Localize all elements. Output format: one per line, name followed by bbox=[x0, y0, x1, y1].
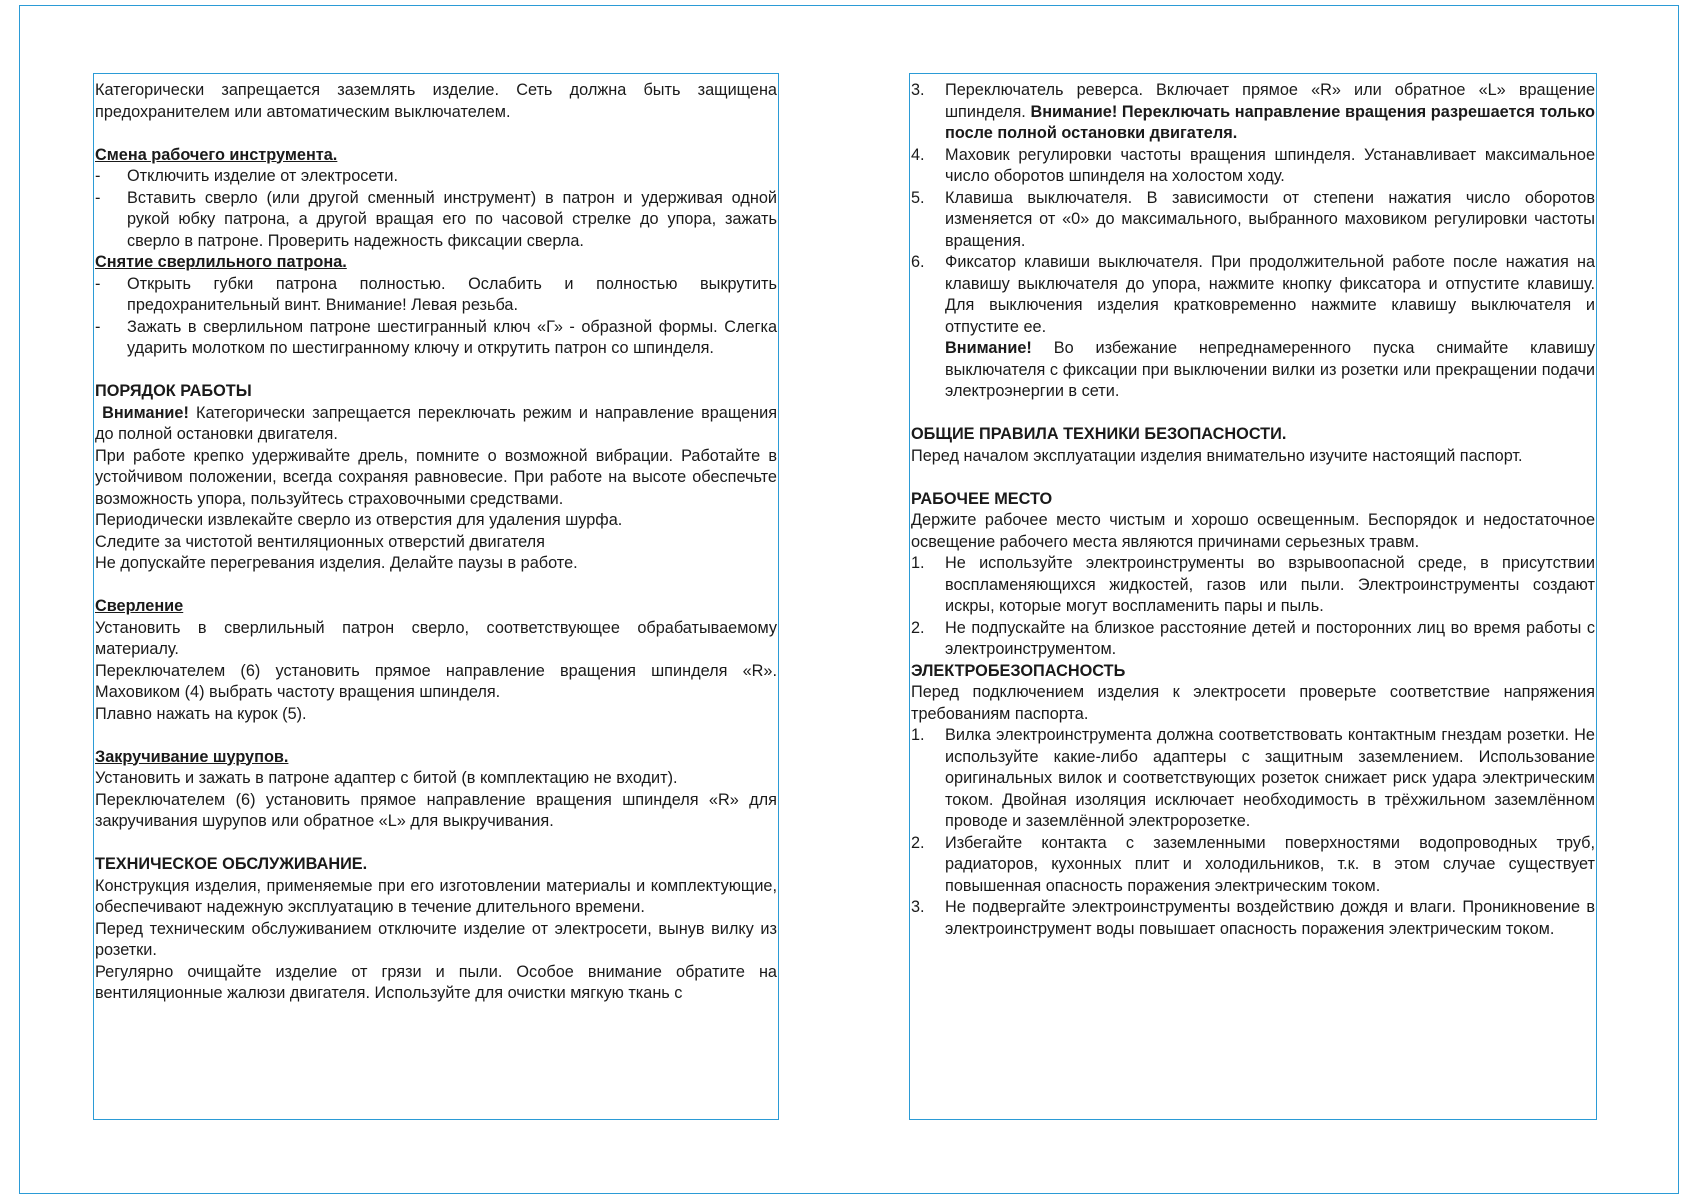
paragraph: Периодически извлекайте сверло из отверстия для удаления шурфа. bbox=[95, 511, 623, 529]
intro-paragraph: Категорически запрещается заземлять изделие. Сеть должна быть защищена предохранителем или автоматическим выключателем. bbox=[95, 81, 777, 121]
list-item: 2. Не подпускайте на близкое расстояние детей и посторонних лиц во время работы с электроинструментом. bbox=[911, 618, 1595, 658]
right-column bbox=[909, 73, 1597, 1120]
paragraph: Перед началом эксплуатации изделия внимательно изучите настоящий паспорт. bbox=[911, 446, 1523, 465]
paragraph: Конструкция изделия, применяемые при его изготовлении материалы и комплектующие, обеспечивают надежную эксплуатацию в течение длительного времени. bbox=[95, 876, 777, 916]
paragraph: Установить в сверлильный патрон сверло, соответствующее обрабатываемому материалу. bbox=[95, 618, 777, 658]
list-item: 2. Избегайте контакта с заземленными поверхностями водопроводных труб, радиаторов, кухонных плит и холодильников, т.к. в этом случае существует повышенная опасность поражения электрическим током. bbox=[911, 833, 1595, 895]
chuck-removal-heading: Снятие сверлильного патрона. bbox=[95, 253, 347, 271]
paragraph: Плавно нажать на курок (5). bbox=[95, 704, 307, 723]
warning-text: Категорически запрещается переключать режим и направление вращения до полной остановки двигателя. bbox=[95, 403, 778, 443]
paragraph: Держите рабочее место чистым и хорошо освещенным. Беспорядок и недостаточное освещение рабочего места являются причинами серьезных травм. bbox=[911, 511, 1595, 551]
control-item: 5. Клавиша выключателя. В зависимости от степени нажатия число оборотов изменяется от «0» до максимального, выбранного маховиком регулировки частоты вращения. bbox=[911, 188, 1595, 250]
list-item: - Вставить сверло (или другой сменный инструмент) в патрон и удерживая одной рукой юбку патрона, а другой вращая его по часовой стрелке до упора, зажать сверло в патроне. Проверить надежность фиксации сверла. bbox=[95, 188, 777, 253]
left-column bbox=[93, 73, 779, 1120]
warning-label: Внимание! bbox=[102, 403, 189, 422]
paragraph: Следите за чистотой вентиляционных отверстий двигателя bbox=[95, 532, 545, 551]
paragraph: Установить и зажать в патроне адаптер с битой (в комплектацию не входит). bbox=[95, 769, 678, 787]
paragraph: Переключателем (6) установить прямое направление вращения шпинделя «R». Маховиком (4) выбрать частоту вращения шпинделя. bbox=[95, 661, 777, 701]
list-item: 1. Не используйте электроинструменты во взрывоопасной среде, в присутствии воспламеняющихся жидкостей, газов или пыли. Электроинструменты создают искры, которые могут воспламенить пары и пыль. bbox=[911, 554, 1595, 615]
list-item: 1. Вилка электроинструмента должна соответствовать контактным гнездам розетки. Не используйте какие-либо адаптеры с защитным заземлением. Использование оригинальных вилок и соответствующих розеток снижает риск удара электрическим током. Двойная изоляция исключает необходимость в трёхжильном заземлённом проводе и заземлённой электророзетке. bbox=[911, 726, 1595, 830]
paragraph: Переключателем (6) установить прямое направление вращения шпинделя «R» для закручивания шурупов или обратное «L» для выкручивания. bbox=[95, 790, 777, 830]
paragraph: При работе крепко удерживайте дрель, помните о возможной вибрации. Работайте в устойчивом положении, всегда сохраняя равновесие. При работе на высоте обеспечьте возможность упора, пользуйтесь страховочными средствами. bbox=[95, 446, 777, 508]
work-order-warning bbox=[95, 403, 777, 446]
general-safety-heading: ОБЩИЕ ПРАВИЛА ТЕХНИКИ БЕЗОПАСНОСТИ. bbox=[911, 425, 1287, 443]
electrical-heading: ЭЛЕКТРОБЕЗОПАСНОСТЬ bbox=[911, 661, 1126, 680]
maintenance-heading: ТЕХНИЧЕСКОЕ ОБСЛУЖИВАНИЕ. bbox=[95, 855, 368, 873]
list-item: 3. Не подвергайте электроинструменты воздействию дождя и влаги. Проникновение в электроинструмент воды повышает опасность поражения электрическим током. bbox=[911, 898, 1595, 938]
paragraph: Перед подключением изделия к электросети проверьте соответствие напряжения требованиям паспорта. bbox=[911, 683, 1595, 723]
work-order-heading: ПОРЯДОК РАБОТЫ bbox=[95, 382, 252, 400]
control-item: 3. Переключатель реверса. Включает прямое «R» или обратное «L» вращение шпинделя. Внимание! Переключать направление вращения разрешается только после полной остановки двигателя. bbox=[911, 81, 1595, 142]
list-item: - Зажать в сверлильном патроне шестигранный ключ «Г» - образной формы. Слегка ударить молотком по шестигранному ключу и открутить патрон со шпинделя. bbox=[95, 317, 777, 360]
control-item: 4. Маховик регулировки частоты вращения шпинделя. Устанавливает максимальное число оборотов шпинделя на холостом ходу. bbox=[911, 145, 1595, 185]
control-item: 6. Фиксатор клавиши выключателя. При продолжительной работе после нажатия на клавишу выключателя до упора, нажмите кнопку фиксатора и отпустите клавишу. Для выключения изделия кратковременно нажмите клавишу выключателя и отпустите ее. bbox=[911, 253, 1595, 336]
paragraph: Перед техническим обслуживанием отключите изделие от электросети, вынув вилку из розетки. bbox=[95, 919, 777, 959]
screwing-heading: Закручивание шурупов. bbox=[95, 747, 289, 766]
list-item: - Открыть губки патрона полностью. Ослабить и полностью выкрутить предохранительный винт. Внимание! Левая резьба. bbox=[95, 274, 777, 317]
paragraph: Не допускайте перегревания изделия. Делайте паузы в работе. bbox=[95, 554, 578, 572]
controls-warning: Внимание! Во избежание непреднамеренного пуска снимайте клавишу выключателя с фиксации при выключении вилки из розетки или прекращении подачи электроэнергии в сети. bbox=[945, 339, 1595, 400]
workplace-heading: РАБОЧЕЕ МЕСТО bbox=[911, 489, 1053, 508]
tool-change-heading: Смена рабочего инструмента. bbox=[95, 145, 338, 164]
paragraph: Регулярно очищайте изделие от грязи и пыли. Особое внимание обратите на вентиляционные жалюзи двигателя. Используйте для очистки мягкую ткань с bbox=[95, 962, 777, 1002]
list-item: - Отключить изделие от электросети. bbox=[95, 166, 777, 188]
drilling-heading: Сверление bbox=[95, 597, 184, 615]
